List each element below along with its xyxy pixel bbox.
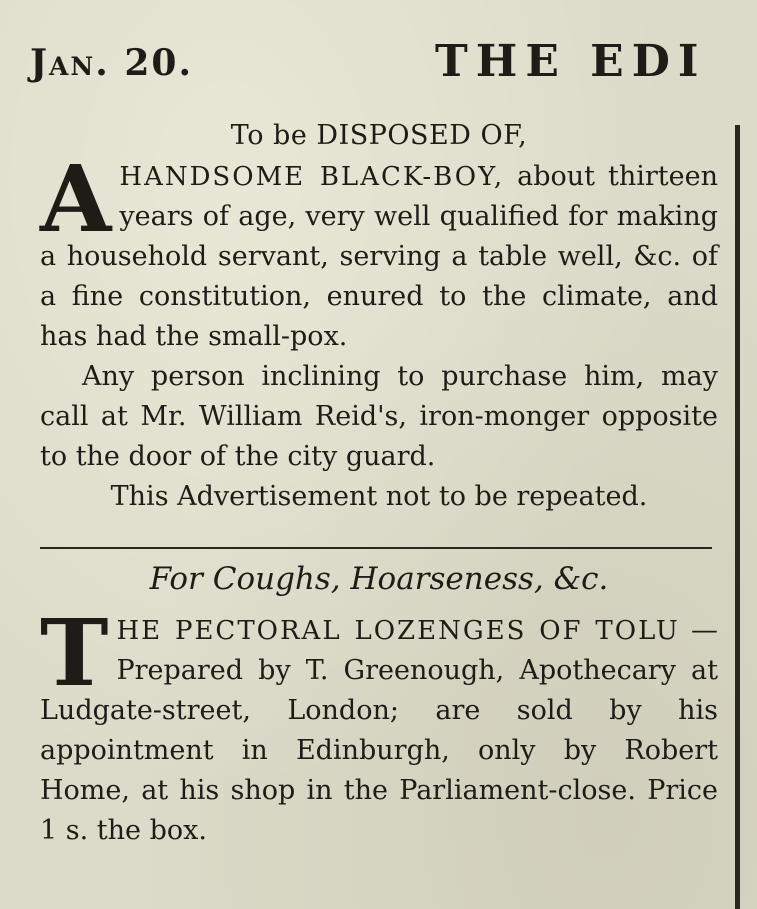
advertisement-heading: For Coughs, Hoarseness, &c. [149,561,609,597]
drop-cap: A [40,145,112,253]
header-date: Jan. 20. [30,42,193,84]
lead-in-text: —Prepared by T. Greenough, Apothecary at Ludgate-street, London; are sold by his appointment in Edinburgh, only by Robert Home, at his shop in the Parliament-close. Price 1 s. the box. [40,615,719,846]
advertisement-body [40,145,718,357]
lead-in-caps: HE PECTORAL LOZENGES OF TOLU [116,616,680,646]
lead-in-text: about thirteen years of age, very well qualified for making a household servant, serving a table well, &c. of a fine constitution, enured to the climate, and has had the small-pox. [40,161,718,352]
column-rule [735,125,740,909]
advertisement-note: This Advertisement not to be repeated. [110,481,648,512]
advertisement-heading: To be DISPOSED OF, [230,120,528,151]
drop-cap: T [40,599,109,707]
advertisement-lozenges [40,561,718,851]
lead-in-caps: HANDSOME BLACK-BOY, [119,162,505,192]
section-divider [40,547,712,549]
advertisement-black-boy [40,120,718,517]
advertisement-paragraph: Any person inclining to purchase him, may call at Mr. William Reid's, iron-monger opposite to the door of the city guard. [40,361,718,472]
advertisement-body [40,599,719,851]
page-header [30,30,757,90]
newspaper-title: THE EDI [435,36,707,87]
advert-column [40,120,718,851]
